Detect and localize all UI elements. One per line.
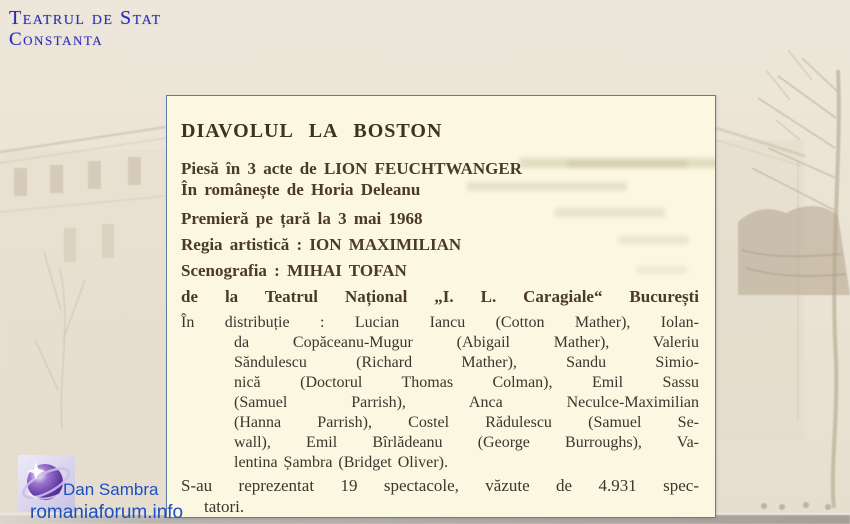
spectators-line1: S-au reprezentat 19 spectacole, văzute de 4.931 spec- xyxy=(181,476,699,495)
cast-paragraph xyxy=(181,313,699,473)
credit-site-link[interactable]: romaniaforum.info xyxy=(30,502,184,523)
watermark-theatre-name xyxy=(9,7,162,51)
translation-line: În românește de Horia Deleanu xyxy=(181,180,421,199)
cast-line: Săndulescu (Richard Mather), Sandu Simio- xyxy=(234,354,699,371)
cast-line: (Samuel Parrish), Anca Neculce-Maximilian xyxy=(234,394,699,411)
cast-line: nică (Doctorul Thomas Colman), Emil Sassu xyxy=(234,374,699,391)
credit-name: Dan Sambra xyxy=(63,480,159,499)
watermark-line1: Teatrul de Stat xyxy=(9,7,162,29)
cast-line: (Hanna Parrish), Costel Rădulescu (Samuel Se- xyxy=(234,414,699,431)
credit-watermark xyxy=(0,450,200,524)
spectators-line2: tatori. xyxy=(204,497,245,516)
street-figures xyxy=(761,502,831,510)
program-card xyxy=(166,95,716,518)
scenography-line: Scenografia : MIHAI TOFAN xyxy=(181,261,407,280)
cast-line: În distribuție : Lucian Iancu (Cotton Mather), Iolan- xyxy=(181,314,699,331)
spectators-paragraph xyxy=(181,475,699,517)
premiere-line: Premieră pe țară la 3 mai 1968 xyxy=(181,209,423,228)
cast-line: lentina Șambra (Bridget Oliver). xyxy=(234,454,448,471)
cast-line: da Copăceanu-Mugur (Abigail Mather), Valeriu xyxy=(234,334,699,351)
direction-line: Regia artistică : ION MAXIMILIAN xyxy=(181,235,462,254)
play-title: DIAVOLUL LA BOSTON xyxy=(181,120,443,142)
watermark-line2: Constanta xyxy=(9,29,104,50)
piece-author-line: Piesă în 3 acte de LION FEUCHTWANGER xyxy=(181,159,522,178)
theatre-line: de la Teatrul Național „I. L. Caragiale“ București xyxy=(181,287,699,306)
cast-line: wall), Emil Bîrlădeanu (George Burroughs), Va- xyxy=(234,434,699,451)
